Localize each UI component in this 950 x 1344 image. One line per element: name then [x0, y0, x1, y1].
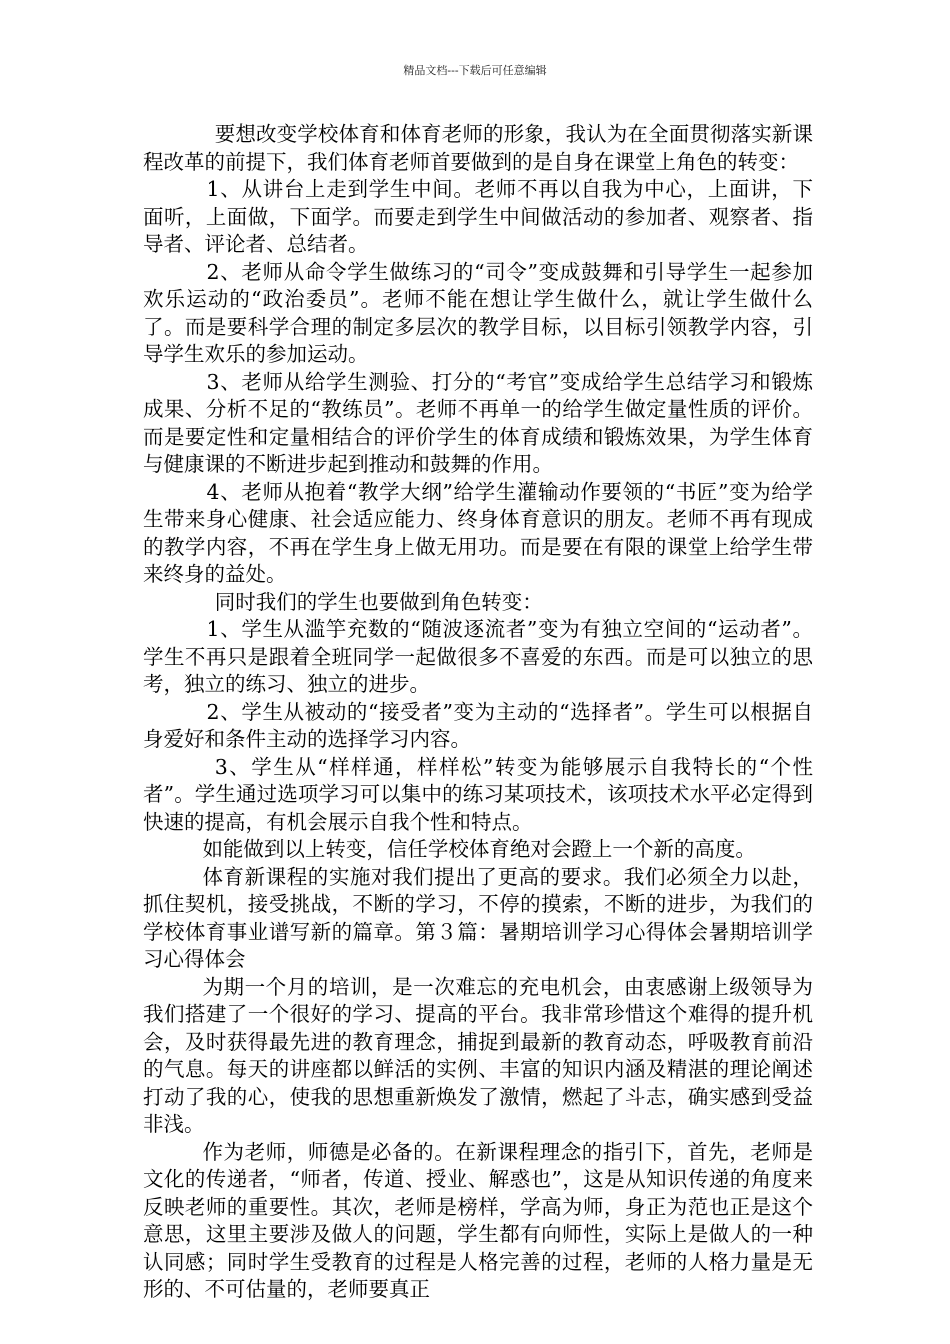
paragraph-teacher-ethics: 作为老师，师德是必备的。在新课程理念的指引下，首先，老师是文化的传递者，“师者，传道、授业、解惑也”，这是从知识传递的角度来反映老师的重要性。其次，老师是榜样，学高为师，身正为范也正是这个意思，这里主要涉及做人的问题，学生都有向师性，实际上是做人的一种认同感；同时学生受教育的过程是人格完善的过程，老师的人格力量是无形的、不可估量的，老师要真正: [143, 1139, 813, 1301]
paragraph-intro: 要想改变学校体育和体育老师的形象，我认为在全面贯彻落实新课程改革的前提下，我们体育老师首要做到的是自身在课堂上角色的转变：: [143, 122, 813, 174]
paragraph-teacher-1: 1、从讲台上走到学生中间。老师不再以自我为中心，上面讲，下面听，上面做，下面学。而要走到学生中间做活动的参加者、观察者、指导者、评论者、总结者。: [143, 177, 813, 256]
paragraph-training: 为期一个月的培训，是一次难忘的充电机会，由衷感谢上级领导为我们搭建了一个很好的学习、提高的平台。我非常珍惜这个难得的提升机会，及时获得最先进的教育理念，捕捉到最新的教育动态，呼吸教育前沿的气息。每天的讲座都以鲜活的实例、丰富的知识内涵及精湛的理论阐述打动了我的心，使我的思想重新焕发了激情，燃起了斗志，确实感到受益非浅。: [143, 974, 813, 1136]
paragraph-student-intro: 同时我们的学生也要做到角色转变：: [214, 589, 543, 614]
page-header: 精品文档---下载后可任意编辑: [403, 64, 547, 77]
paragraph-student-2: 2、学生从被动的“接受者”变为主动的“选择者”。学生可以根据自身爱好和条件主动的选择学习内容。: [143, 699, 813, 751]
document-body: [143, 121, 813, 1304]
paragraph-conclusion: 如能做到以上转变，信任学校体育绝对会蹬上一个新的高度。: [202, 837, 756, 861]
paragraph-teacher-4: 4、老师从抱着“教学大纲”给学生灌输动作要领的“书匠”变为给学生带来身心健康、社会适应能力、终身体育意识的朋友。老师不再有现成的教学内容，不再在学生身上做无用功。而是要在有限的课堂上给学生带来终身的益处。: [143, 479, 813, 586]
paragraph-new-curriculum: 体育新课程的实施对我们提出了更高的要求。我们必须全力以赴，抓住契机，接受挑战，不断的学习，不停的摸索，不断的进步，为我们的学校体育事业谱写新的篇章。第３篇：暑期培训学习心得体会暑期培训学习心得体会: [143, 864, 813, 971]
paragraph-student-1: 1、学生从滥竽充数的“随波逐流者”变为有独立空间的“运动者”。学生不再只是跟着全班同学一起做很多不喜爱的东西。而是可以独立的思考，独立的练习、独立的进步。: [143, 617, 813, 696]
paragraph-teacher-3: 3、老师从给学生测验、打分的“考官”变成给学生总结学习和锻炼成果、分析不足的“教练员”。老师不再单一的给学生做定量性质的评价。而是要定性和定量相结合的评价学生的体育成绩和锻炼效果，为学生体育与健康课的不断进步起到推动和鼓舞的作用。: [143, 369, 813, 476]
paragraph-student-3: 3、学生从“样样通，样样松”转变为能够展示自我特长的“个性者”。学生通过选项学习可以集中的练习某项技术，该项技术水平必定得到快速的提高，有机会展示自我个性和特点。: [143, 754, 813, 834]
paragraph-teacher-2: 2、老师从命令学生做练习的“司令”变成鼓舞和引导学生一起参加欢乐运动的“政治委员”。老师不能在想让学生做什么，就让学生做什么了。而是要科学合理的制定多层次的教学目标，以目标引领教学内容，引导学生欢乐的参加运动。: [143, 259, 813, 366]
